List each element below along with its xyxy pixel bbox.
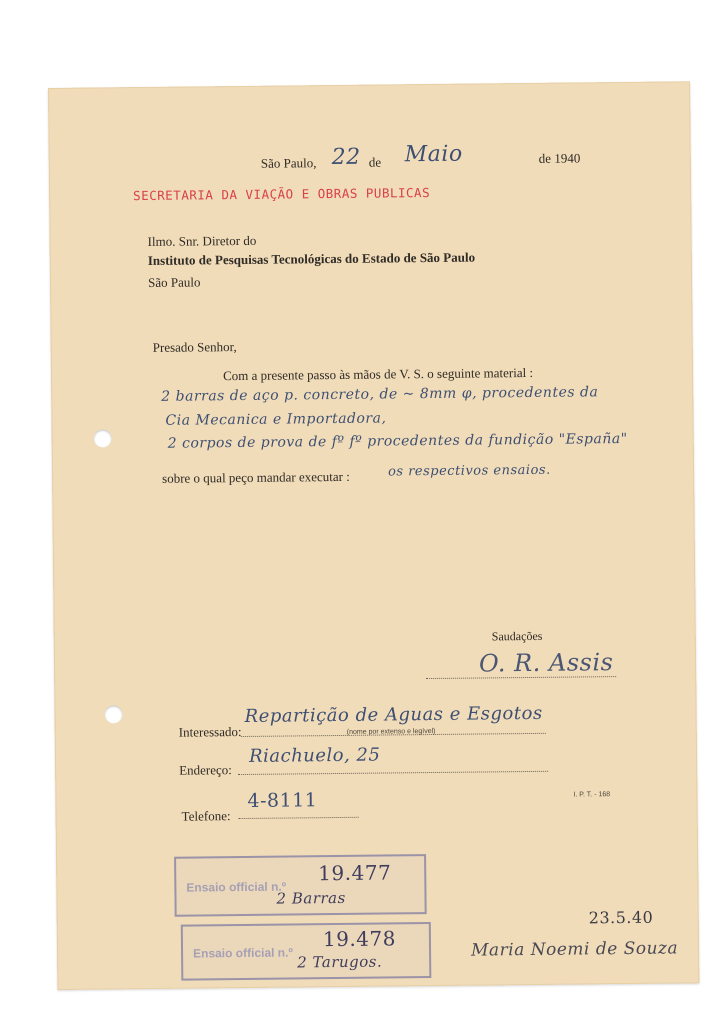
date-month: Maio [404, 141, 463, 168]
endereco-line [238, 771, 548, 775]
date-de: de [368, 154, 382, 170]
interessado-value: Repartição de Aguas e Esgotos [244, 702, 543, 727]
form-code: I. P. T. - 168 [573, 791, 611, 799]
letter-sheet [48, 81, 699, 990]
body-intro: Com a presente passo às mãos de V. S. o seguinte material : [222, 364, 534, 384]
ensaio-stamp-1-label: Ensaio official n.º [186, 879, 287, 895]
addressee-institution: Instituto de Pesquisas Tecnológicas do Estado de São Paulo [147, 249, 476, 268]
date-city: São Paulo, [260, 155, 317, 171]
signature: O. R. Assis [478, 648, 614, 678]
request-value: os respectivos ensaios. [387, 462, 551, 480]
punch-hole-bottom [104, 705, 122, 723]
telefone-line [239, 817, 359, 819]
material-line-1: 2 barras de aço p. concreto, de ~ 8mm φ, procedentes da [161, 384, 599, 405]
ensaio-stamp-1-number: 19.477 [318, 860, 392, 886]
material-line-3: 2 corpos de prova de fº fº procedentes da fundição "España" [167, 430, 628, 452]
endereco-value: Riachuelo, 25 [248, 744, 381, 767]
salutation: Presado Senhor, [152, 339, 237, 355]
ensaio-stamp-2-number: 19.478 [322, 926, 397, 952]
ensaio-stamp-1 [174, 854, 427, 917]
telefone-label: Telefone: [181, 808, 231, 824]
addressee-line1: Ilmo. Snr. Diretor do [147, 232, 257, 249]
interessado-label: Interessado: [178, 724, 242, 740]
endereco-label: Endereço: [179, 762, 232, 778]
addressee-city: São Paulo [147, 274, 201, 290]
request-label: sobre o qual peço mandar executar : [162, 468, 350, 486]
ensaio-stamp-2 [181, 922, 432, 981]
receipt-name: Maria Noemi de Souza [470, 938, 679, 961]
interessado-note: (nome por extenso e legível) [346, 727, 436, 736]
punch-hole-top [94, 429, 112, 447]
ensaio-stamp-2-note: 2 Tarugos. [297, 952, 383, 972]
secretaria-stamp: SECRETARIA DA VIAÇÃO E OBRAS PUBLICAS [133, 185, 431, 204]
ensaio-stamp-2-label: Ensaio official n.º [192, 945, 293, 961]
saudacoes: Saudações [491, 628, 543, 644]
ensaio-stamp-1-note: 2 Barras [276, 888, 346, 908]
date-day: 22 [331, 144, 361, 171]
receipt-date: 23.5.40 [588, 907, 654, 928]
telefone-value: 4-8111 [247, 789, 318, 812]
date-year: de 1940 [538, 150, 581, 166]
material-line-2: Cia Mecanica e Importadora, [165, 410, 387, 429]
